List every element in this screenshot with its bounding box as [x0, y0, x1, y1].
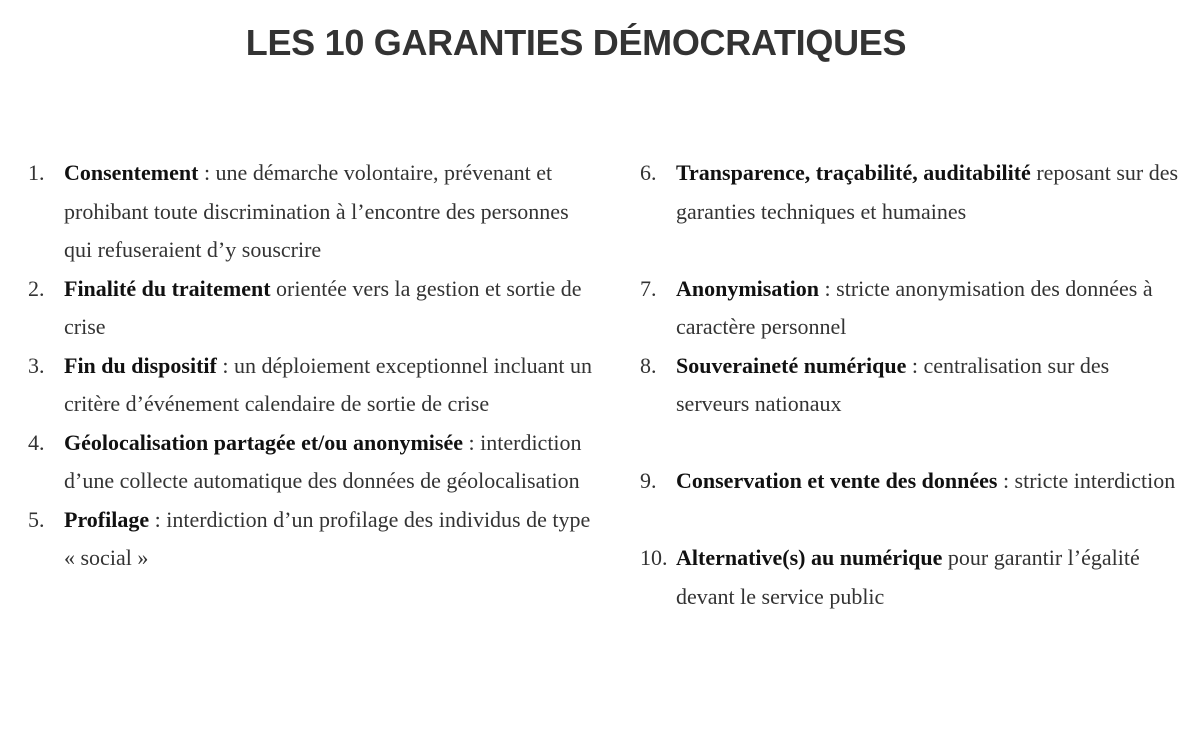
item-number: 6.: [640, 160, 657, 185]
list-item: [28, 154, 598, 270]
guarantees-list-left: [28, 154, 598, 578]
item-description: orientée vers la gestion et sortie de crise: [64, 275, 582, 339]
item-description: : centralisation sur des serveurs nationaux: [676, 352, 1110, 416]
item-term: Anonymisation: [676, 275, 820, 301]
list-item: [640, 539, 1180, 616]
list-item: [640, 462, 1180, 501]
item-term: Fin du dispositif: [64, 352, 217, 378]
list-item: [640, 270, 1180, 347]
list-item: [28, 347, 598, 424]
item-number: 3.: [28, 352, 45, 378]
item-description: reposant sur des garanties techniques et humaines: [676, 160, 1179, 224]
item-number: 4.: [28, 429, 45, 455]
list-item: [640, 347, 1180, 424]
item-term: Souveraineté numérique: [676, 352, 907, 378]
item-term: Alternative(s) au numérique: [676, 545, 943, 570]
item-term: Finalité du traitement: [64, 275, 271, 301]
item-number: 5.: [28, 506, 45, 532]
list-item: [28, 424, 598, 501]
guarantees-list-right: [640, 154, 1180, 616]
list-item: [640, 154, 1180, 231]
item-description: : un déploiement exceptionnel incluant un critère d’événement calendaire de sortie de crise: [64, 352, 592, 416]
item-description: pour garantir l’égalité devant le service public: [676, 545, 1140, 609]
item-description: : stricte anonymisation des données à caractère personnel: [676, 275, 1153, 339]
item-description: : stricte interdiction: [997, 468, 1176, 493]
item-number: 9.: [640, 468, 657, 493]
item-term: Conservation et vente des données: [676, 468, 998, 493]
item-description: : interdiction d’une collecte automatique des données de géolocalisation: [64, 429, 582, 493]
item-term: Géolocalisation partagée et/ou anonymisée: [64, 429, 464, 455]
list-item: [28, 501, 598, 578]
item-description: : une démarche volontaire, prévenant et prohibant toute discrimination à l’encontre des personnes qui refuseraient d’y souscrire: [64, 160, 569, 262]
item-term: Profilage: [64, 506, 150, 532]
item-number: 7.: [640, 275, 657, 301]
item-number: 2.: [28, 275, 45, 301]
item-term: Transparence, traçabilité, auditabilité: [676, 160, 1031, 185]
item-number: 8.: [640, 352, 657, 378]
item-term: Consentement: [64, 160, 199, 185]
list-item: [28, 270, 598, 347]
item-number: 10.: [640, 545, 668, 570]
item-description: : interdiction d’un profilage des individus de type « social »: [64, 506, 591, 570]
page-title: LES 10 GARANTIES DÉMOCRATIQUES: [245, 22, 907, 63]
item-number: 1.: [28, 160, 45, 185]
